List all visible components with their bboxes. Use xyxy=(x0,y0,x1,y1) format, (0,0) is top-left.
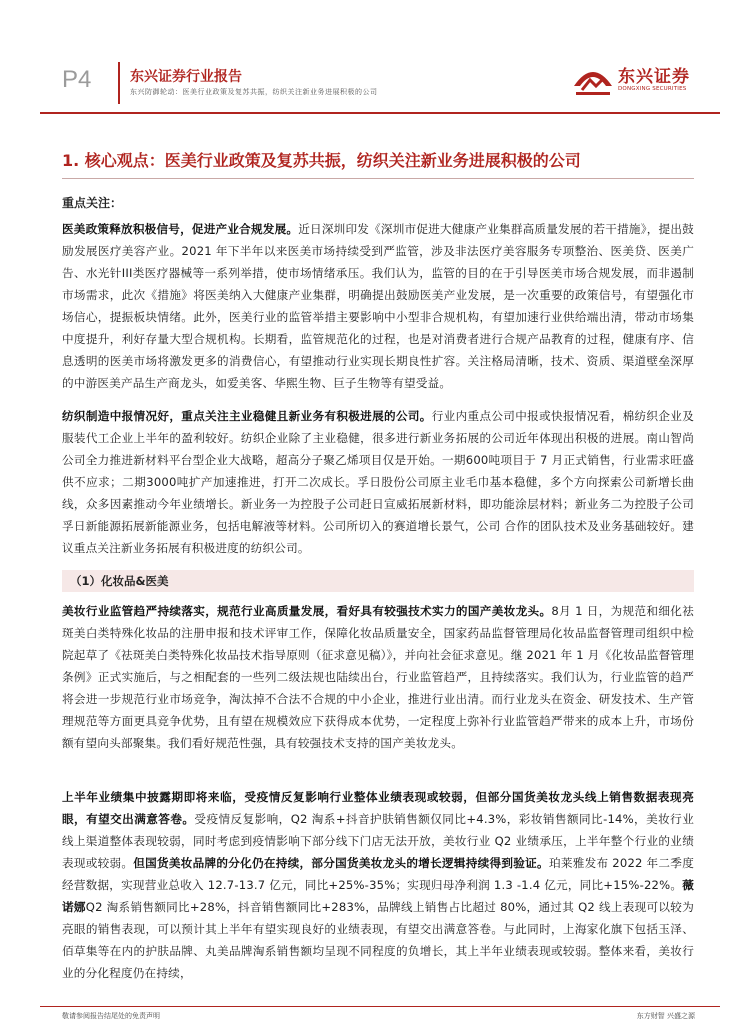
paragraph-cosmetics-regulation xyxy=(62,600,694,754)
paragraph-body: 行业内重点公司中报或快报情况看，棉纺织企业及服装代工企业上半年的盈利较好。纺织企业除了主业稳健，很多进行新业务拓展的公司近年体现出积极的进展。南山智尚公司全力推进新材料平台型企业大战略，超高分子聚乙烯项目仅是开始。一期600吨项目于 7 月正式销售，行业需求旺盛供不应求；二期3000吨扩产加速推进，打开二次成长。孚日股份公司原主业毛巾基本稳健，多个方向探索公司新增长曲线，众多因素推动今年业绩增长。新业务一为控股子公司赶日宣威拓展新材料，即功能涂层材料；新业务二为控股子公司孚日新能源拓展新能源业务，包括电解液等材料。公司所切入的赛道增长景气，公司 合作的团队技术及业务基础较好。建议重点关注新业务拓展有积极进度的纺织公司。 xyxy=(62,409,695,555)
header-rule xyxy=(40,112,720,114)
focus-label: 重点关注： xyxy=(62,196,123,210)
report-title: 东兴证券行业报告 xyxy=(130,69,242,85)
paragraph-textile-manufacturing xyxy=(62,405,694,559)
paragraph-emphasis: 但国货美妆品牌的分化仍在持续，部分国货美妆龙头的增长逻辑持续得到验证。 xyxy=(133,856,549,870)
paragraph-medical-aesthetics-policy xyxy=(62,218,694,394)
footer-disclaimer: 敬请参阅报告结尾处的免责声明 xyxy=(62,1012,160,1020)
paragraph-lead: 医美政策释放积极信号，促进产业合规发展。 xyxy=(62,222,299,236)
logo-text: 东兴证券 xyxy=(618,67,690,87)
paragraph-body: 近日深圳印发《深圳市促进大健康产业集群高质量发展的若干措施》，提出鼓励发展医疗美容产业。2021 年下半年以来医美市场持续受到严监管，涉及非法医疗美容服务专项整治、医美贷、医美广告、水光针III类医疗器械等一系列举措，使市场情绪承压。我们认为，监管的目的在于引导医美市场合规发展，而非遏制市场需求，此次《措施》将医美纳入大健康产业集群，明确提出鼓励医美产业发展，是一次重要的政策信号，有望强化市场信心，提振板块情绪。此外，医美行业的监管举措主要影响中小型非合规机构，有望加速行业供给端出清，带动市场集中度提升，利好存量大型合规机构。长期看，监管规范化的过程，也是对消费者进行合规产品教育的过程，健康有序、信息透明的医美市场将激发更多的消费信心，有望推动行业实现长期良性扩容。关注格局清晰，技术、资质、渠道壁垒深厚的中游医美产品生产商龙头，如爱美客、华熙生物、巨子生物等有望受益。 xyxy=(62,222,694,390)
paragraph-h1-earnings xyxy=(62,786,694,984)
paragraph-body: 8月 1 日，为规范和细化祛斑美白类特殊化妆品的注册申报和技术评审工作，保障化妆品质量安全，国家药品监督管理局化妆品监督管理司组织中检院起草了《祛斑美白类特殊化妆品技术指导原则（征求意见稿）》，并向社会征求意见。继 2021 年 1 月《化妆品监督管理条例》正式实施后，与之相配套的一些列二级法规也陆续出台，行业监管趋严，且持续落实。我们认为，行业监管的趋严将会进一步规范行业市场竞争，淘汰掉不合法不合规的中小企业，推进行业出清。而行业龙头在资金、研发技术、生产管理规范等方面更具竞争优势，且有望在规模效应下获得成本优势，一定程度上弥补行业监管趋严带来的成本上升，市场份额有望向头部聚集。我们看好规范性强，具有较强技术支持的国产美妆龙头。 xyxy=(62,604,694,750)
subsection-title: （1）化妆品&医美 xyxy=(70,574,169,588)
section-rule xyxy=(62,178,694,179)
paragraph-lead: 纺织制造中报情况好，重点关注主业稳健且新业务有积极进展的公司。 xyxy=(62,409,432,423)
paragraph-lead: 美妆行业监管趋严持续落实，规范行业高质量发展，看好具有较强技术实力的国产美妆龙头。 xyxy=(62,604,552,618)
report-subline: 东兴防御轮动：医美行业政策及复苏共振，纺织关注新业务进展积极的公司 xyxy=(130,88,378,96)
brand-name: 薇诺娜 xyxy=(62,878,694,914)
footer-slogan: 东方财智 兴盛之源 xyxy=(636,1012,695,1020)
footer-rule xyxy=(40,1006,720,1007)
section-title: 1. 核心观点：医美行业政策及复苏共振，纺织关注新业务进展积极的公司 xyxy=(62,151,581,170)
company-logo xyxy=(570,56,730,106)
paragraph-body: Q2 淘系销售额同比+28%，抖音销售额同比+283%，品牌线上销售占比超过 80%，通过其 Q2 线上表现可以较为亮眼的销售表现，可以预计其上半年有望实现良好的业绩表现，有望交出满意答卷。与此同时，上海家化旗下包括玉泽、佰草集等在内的护肤品牌、丸美品牌淘系销售额均呈现不同程度的负增长，其上半年业绩表现或较弱。整体来看，美妆行业的分化程度仍在持续， xyxy=(62,900,694,980)
subsection-header xyxy=(62,570,694,592)
page-number: P4 xyxy=(62,66,92,93)
report-header xyxy=(40,62,720,104)
logo-subtext: DONGXING SECURITIES xyxy=(618,86,687,92)
logo-mark-icon xyxy=(570,56,616,102)
header-divider xyxy=(118,62,120,104)
paragraph-body: 受疫情反复影响，Q2 淘系+抖音护肤销售额仅同比+4.3%，彩妆销售额同比-14%，美妆行业线上渠道整体表现较弱，同时考虑到疫情影响下部分线下门店无法开放，美妆行业 Q2 业绩承压，上半年整个行业的业绩表现或较弱。 xyxy=(62,812,695,870)
paragraph-body: 珀莱雅发布 2022 年二季度经营数据，实现营业总收入 12.7-13.7 亿元，同比+25%-35%；实现归母净利润 1.3 -1.4 亿元，同比+15%-22%。 xyxy=(62,856,694,892)
paragraph-lead: 上半年业绩集中披露期即将来临，受疫情反复影响行业整体业绩表现或较弱，但部分国货美妆龙头线上销售数据表现亮眼，有望交出满意答卷。 xyxy=(62,790,694,826)
